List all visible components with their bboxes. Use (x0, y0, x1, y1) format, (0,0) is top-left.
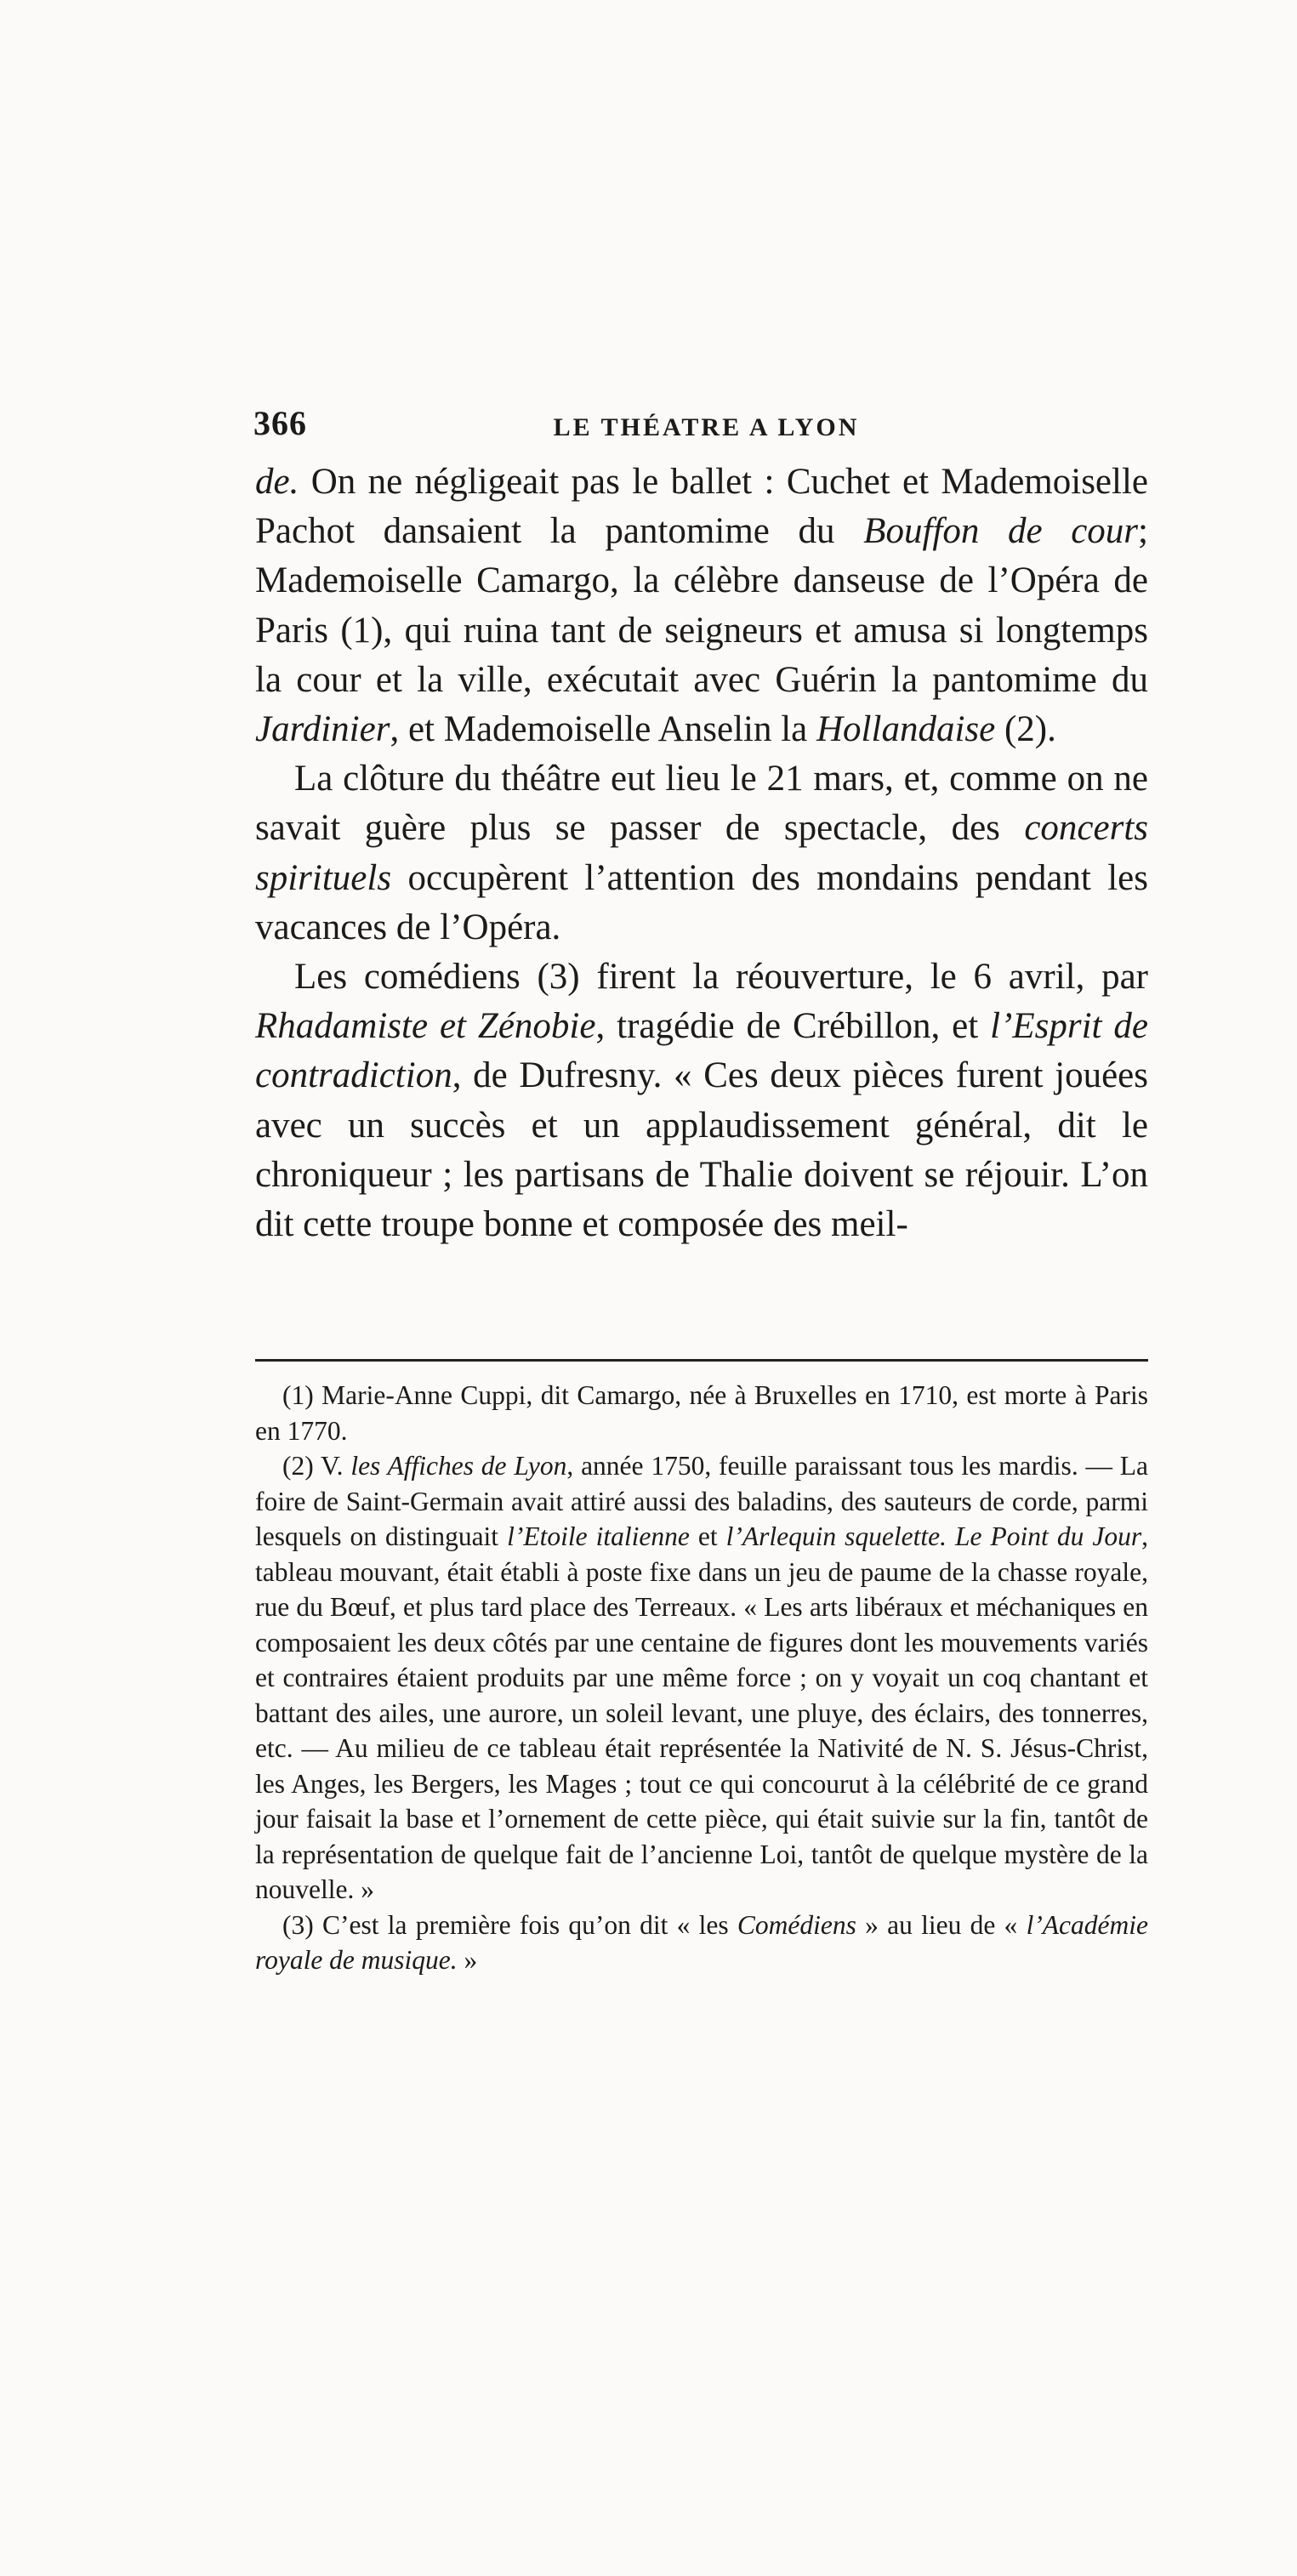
italic-text: l’Etoile italienne (507, 1521, 690, 1551)
italic-text: l’Esprit de contradiction (255, 1006, 1148, 1096)
text-run: La clôture du théâtre eut lieu le 21 mars, et, comme on ne savait guère plus se passer de spectacle, des (255, 759, 1148, 849)
italic-text: de. (255, 462, 299, 502)
text-run: , de Dufresny. « Ces deux pièces furent jouées avec un succès et un applaudissement général, dit le chroniqueur ; les partisans de Thalie doivent se réjouir. L’on dit cette troupe bonne et composée des meil- (255, 1055, 1148, 1245)
italic-text: Comédiens (737, 1909, 856, 1940)
text-run: » (457, 1945, 478, 1975)
text-run: (2) V. (282, 1451, 351, 1481)
text-run: ; Mademoiselle Camargo, la célèbre danseuse de l’Opéra de Paris (1), qui ruina tant de seigneurs et amusa si longtemps la cour et la ville, exécutait avec Guérin la pantomime du (255, 511, 1148, 700)
text-run: , tragédie de Crébillon, et (595, 1006, 991, 1047)
text-run: , tableau mouvant, était établi à poste fixe dans un jeu de paume de la chasse royale, rue du Bœuf, et plus tard place des Terreaux. « Les arts libéraux et méchaniques en composaient les deux côtés par une centaine de figures dont les mouvements variés et contraires étaient produits par une même force ; on y voyait un coq chantant et battant des ailes, une aurore, un soleil levant, une pluye, des éclairs, des tonnerres, etc. — Au milieu de ce tableau était représentée la Nativité de N. S. Jésus-Christ, les Anges, les Bergers, les Mages ; tout ce qui concourut à la célébrité de ce grand jour faisait la base et l’ornement de cette pièce, qui était suivie sur la fin, tantôt de la représentation de quelque fait de l’ancienne Loi, tantôt de quelque mystère de la nouvelle. » (255, 1521, 1148, 1904)
footnotes (255, 1378, 1148, 1978)
page-header (253, 403, 1159, 454)
text-run: On ne négligeait pas le ballet : Cuchet et Mademoiselle Pachot dansaient la pantomime du (255, 462, 1148, 552)
footnote-3 (255, 1908, 1148, 1978)
paragraph-2 (255, 754, 1148, 952)
running-head: LE THÉATRE A LYON (553, 413, 860, 441)
italic-text: Hollandaise (816, 709, 996, 750)
text-run: , année 1750, feuille paraissant tous les mardis. — La foire de Saint-Germain avait attiré aussi des baladins, des sauteurs de corde, parmi lesquels on distinguait (255, 1451, 1149, 1551)
italic-text: les Affiches de Lyon (350, 1451, 567, 1481)
text-run: (2). (995, 709, 1056, 750)
text-run: (3) C’est la première fois qu’on dit « les (282, 1909, 737, 1940)
text-run: occupèrent l’attention des mondains pendant les vacances de l’Opéra. (255, 857, 1148, 947)
italic-text: l’Arlequin squelette. Le Point du Jour (725, 1521, 1142, 1551)
page-number: 366 (253, 404, 307, 442)
text-run: » au lieu de « (856, 1909, 1027, 1940)
paragraph-3 (255, 952, 1148, 1249)
italic-text: l’Académie royale de musique. (255, 1909, 1148, 1975)
text-run: Les comédiens (3) firent la réouverture, le 6 avril, par (294, 957, 1148, 998)
italic-text: concerts spirituels (255, 808, 1148, 898)
italic-text: Bouffon de cour (863, 511, 1139, 552)
text-run: (1) Marie-Anne Cuppi, dit Camargo, née à Bruxelles en 1710, est morte à Paris en 1770. (255, 1380, 1148, 1446)
footnote-2 (255, 1448, 1148, 1908)
footnote-1 (255, 1378, 1148, 1448)
text-run: et (689, 1521, 726, 1551)
italic-text: Jardinier (255, 709, 390, 750)
text-run: , et Mademoiselle Anselin la (390, 709, 816, 750)
paragraph-1 (255, 458, 1148, 754)
italic-text: Rhadamiste et Zénobie (255, 1006, 596, 1047)
footnote-divider (255, 1359, 1148, 1362)
body-text (255, 458, 1148, 1249)
